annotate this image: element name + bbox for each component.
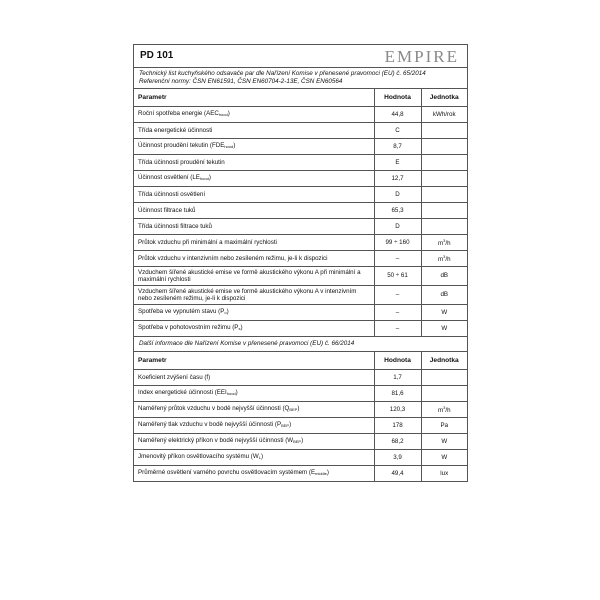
table-row — [134, 370, 467, 386]
table-row — [134, 267, 467, 286]
param-subscript: hood — [226, 391, 236, 397]
col-param: Parametr — [134, 89, 374, 107]
param-label: Třída účinnosti osvětlení — [138, 190, 206, 198]
unit-cell — [421, 321, 467, 337]
table-row — [134, 434, 467, 450]
unit-cell — [421, 155, 467, 171]
unit-superscript: 3 — [443, 405, 446, 411]
unit-superscript: 3 — [443, 254, 446, 260]
unit-rest: /h — [445, 240, 451, 248]
param-cell — [134, 450, 374, 466]
param-label: Naměřený tlak vzduchu v bodě nejvyšší účinnosti (P — [138, 421, 282, 429]
unit-cell — [421, 386, 467, 402]
value-cell: 49,4 — [374, 466, 421, 482]
unit-cell — [421, 402, 467, 418]
param-cell — [134, 466, 374, 482]
value-cell: – — [374, 286, 421, 305]
param-label: Roční spotřeba energie (AEC — [138, 110, 219, 118]
value-cell: 50 ÷ 61 — [374, 267, 421, 286]
unit-cell — [421, 187, 467, 203]
param-cell — [134, 402, 374, 418]
param-close: ) — [227, 110, 230, 118]
param-label: Naměřený průtok vzduchu v bodě nejvyšší účinnosti (Q — [138, 405, 290, 413]
unit-label: kWh/rok — [432, 110, 456, 118]
col-value: Hodnota — [374, 352, 421, 370]
unit-label: m — [437, 407, 444, 415]
param-cell — [134, 434, 374, 450]
unit-cell — [421, 450, 467, 466]
col-value: Hodnota — [374, 89, 421, 107]
param-cell — [134, 123, 374, 139]
value-cell: E — [374, 155, 421, 171]
table-row — [134, 450, 467, 466]
unit-cell — [421, 171, 467, 187]
param-label: Index energetické účinnosti (EEI — [138, 389, 227, 397]
value-cell: C — [374, 123, 421, 139]
table-header-row — [134, 352, 467, 370]
value-cell: D — [374, 219, 421, 235]
param-label: Účinnost filtrace tuků — [138, 206, 196, 214]
param-close: ) — [235, 389, 238, 397]
value-cell: 65,3 — [374, 203, 421, 219]
param-close: ) — [208, 174, 211, 182]
value-cell: 1,7 — [374, 370, 421, 386]
unit-label: dB — [440, 272, 449, 280]
value-cell: 120,3 — [374, 402, 421, 418]
param-subscript: BEP — [289, 407, 298, 413]
unit-cell — [421, 107, 467, 123]
unit-label: lux — [440, 469, 449, 477]
unit-rest: /h — [445, 256, 451, 264]
value-cell: – — [374, 251, 421, 267]
param-label: Třída účinnosti proudění tekutin — [138, 158, 225, 166]
table-row — [134, 171, 467, 187]
param-subscript: hood — [218, 112, 228, 118]
param-subscript: middle — [315, 471, 327, 477]
unit-cell — [421, 267, 467, 286]
param-cell — [134, 107, 374, 123]
table-row — [134, 321, 467, 337]
unit-label: W — [441, 324, 448, 332]
param-close: ) — [326, 469, 329, 477]
table-row — [134, 286, 467, 305]
unit-cell — [421, 219, 467, 235]
value-cell: 3,9 — [374, 450, 421, 466]
unit-label: m — [437, 256, 444, 264]
table-header-row — [134, 89, 467, 107]
value-cell: – — [374, 321, 421, 337]
param-cell — [134, 219, 374, 235]
standards-line: Referenční normy: ČSN EN61591, ČSN EN60704-2-13E, ČSN EN60564 — [139, 78, 343, 85]
param-label: Průtok vzduchu při minimální a maximální rychlosti — [138, 238, 277, 246]
table-row — [134, 251, 467, 267]
param-close: ) — [233, 142, 236, 150]
unit-cell — [421, 139, 467, 155]
param-label: Koeficient zvýšení času (f) — [138, 373, 211, 381]
param-cell — [134, 235, 374, 251]
unit-label: m — [437, 240, 444, 248]
unit-cell — [421, 305, 467, 321]
param-label: Třída účinnosti filtrace tuků — [138, 222, 212, 230]
param-cell — [134, 155, 374, 171]
param-label: Vzduchem šířené akustické emise ve formě akustického výkonu A v intenzivním nebo zesíleném režimu, je-li k dispozici — [138, 287, 357, 302]
param-label: Účinnost osvětlení (LE — [138, 174, 200, 182]
value-cell: D — [374, 187, 421, 203]
col-unit: Jednotka — [421, 352, 467, 370]
param-label: Jmenovitý příkon osvětlovacího systému (W — [138, 453, 259, 461]
value-cell: 44,8 — [374, 107, 421, 123]
param-label: Průtok vzduchu v intenzivním nebo zesíleném režimu, je-li k dispozici — [138, 254, 328, 262]
value-cell: 81,6 — [374, 386, 421, 402]
unit-cell — [421, 286, 467, 305]
param-close: ) — [240, 324, 243, 332]
table-row — [134, 123, 467, 139]
model-name: PD 101 — [140, 50, 174, 61]
middle-note: Další informace dle Nařízení Komise v přenesené pravomoci (EU) č. 66/2014 — [134, 337, 467, 352]
param-close: ) — [301, 437, 304, 445]
energy-datasheet — [133, 44, 468, 482]
param-cell — [134, 321, 374, 337]
param-cell — [134, 251, 374, 267]
param-subscript: hood — [224, 144, 234, 150]
param-close: ) — [297, 405, 300, 413]
table-row — [134, 418, 467, 434]
param-label: Třída energetické účinnosti — [138, 126, 213, 134]
unit-cell — [421, 123, 467, 139]
unit-cell — [421, 203, 467, 219]
param-subscript: L — [258, 455, 261, 461]
param-cell — [134, 171, 374, 187]
param-subscript: s — [238, 326, 241, 332]
table-row — [134, 466, 467, 482]
value-cell: 68,2 — [374, 434, 421, 450]
unit-cell — [421, 370, 467, 386]
col-param: Parametr — [134, 352, 374, 370]
value-cell: 12,7 — [374, 171, 421, 187]
intro-note — [134, 68, 467, 89]
table-row — [134, 155, 467, 171]
value-cell: 8,7 — [374, 139, 421, 155]
brand-logo: EMPIRE — [384, 47, 459, 66]
param-label: Vzduchem šířené akustické emise ve formě akustického výkonu A při minimální a maximální rychlosti — [138, 268, 361, 283]
table-row — [134, 203, 467, 219]
param-cell — [134, 203, 374, 219]
unit-label: W — [441, 453, 448, 461]
param-subscript: BEP — [281, 423, 290, 429]
unit-cell — [421, 251, 467, 267]
table-row — [134, 219, 467, 235]
param-close: ) — [289, 421, 292, 429]
unit-superscript: 3 — [443, 238, 446, 244]
sheet-header — [134, 45, 467, 68]
unit-cell — [421, 418, 467, 434]
parameters-table-2 — [134, 352, 467, 481]
unit-label: dB — [440, 291, 449, 299]
unit-rest: /h — [445, 407, 451, 415]
param-cell — [134, 305, 374, 321]
param-label: Spotřeba v pohotovostním režimu (P — [138, 324, 239, 332]
table-row — [134, 235, 467, 251]
param-cell — [134, 267, 374, 286]
value-cell: 178 — [374, 418, 421, 434]
regulation-line: Technický list kuchyňského odsavače par dle Nařízení Komise v přenesené pravomoci (EU) č. 65/2014 — [139, 70, 426, 77]
param-close: ) — [226, 308, 229, 316]
table-row — [134, 305, 467, 321]
param-subscript: hood — [199, 176, 209, 182]
table-row — [134, 187, 467, 203]
unit-label: W — [441, 308, 448, 316]
table-row — [134, 386, 467, 402]
unit-label: W — [441, 437, 448, 445]
param-cell — [134, 418, 374, 434]
param-cell — [134, 139, 374, 155]
parameters-table-1 — [134, 89, 467, 337]
param-subscript: BEP — [293, 439, 302, 445]
param-cell — [134, 370, 374, 386]
table-row — [134, 402, 467, 418]
value-cell: 99 ÷ 160 — [374, 235, 421, 251]
unit-label: Pa — [440, 421, 449, 429]
unit-cell — [421, 466, 467, 482]
param-subscript: o — [224, 310, 227, 316]
param-label: Naměřený elektrický příkon v bodě nejvyšší účinnosti (W — [138, 437, 294, 445]
param-label: Spotřeba ve vypnutém stavu (P — [138, 308, 225, 316]
param-cell — [134, 187, 374, 203]
param-cell — [134, 386, 374, 402]
col-unit: Jednotka — [421, 89, 467, 107]
unit-cell — [421, 235, 467, 251]
param-label: Průměrné osvětlení varného povrchu osvětlovacím systémem (E — [138, 469, 316, 477]
param-close: ) — [260, 453, 263, 461]
param-cell — [134, 286, 374, 305]
value-cell: – — [374, 305, 421, 321]
param-label: Účinnost proudění tekutin (FDE — [138, 142, 225, 150]
table-row — [134, 107, 467, 123]
table-row — [134, 139, 467, 155]
unit-cell — [421, 434, 467, 450]
